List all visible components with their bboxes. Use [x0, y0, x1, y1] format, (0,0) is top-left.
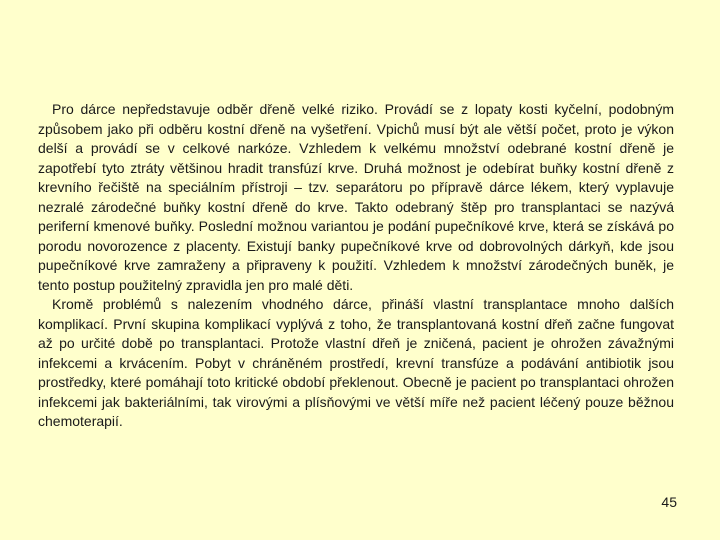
paragraph-donor-risk: Pro dárce nepředstavuje odběr dřeně velké riziko. Provádí se z lopaty kosti kyčelní, podobným způsobem jako při odběru kostní dřeně na vyšetření. Vpichů musí být ale větší počet, proto je výkon delší a provádí se v celkové narkóze. Vzhledem k velkému množství odebrané kostní dřeně je zapotřebí tyto ztráty většinou hradit transfúzí krve. Druhá možnost je odebírat buňky kostní dřeně z krevního řečiště na speciálním přístroji – tzv. separátoru po přípravě dárce lékem, který vyplavuje nezralé zárodečné buňky kostní dřeně do krve. Takto odebraný štěp pro transplantaci se nazývá periferní kmenové buňky. Poslední možnou variantou je podání pupečníkové krve, která se získává po porodu novorozence z placenty. Existují banky pupečníkové krve od dobrovolných dárkyň, kde jsou pupečníkové krve zamraženy a připraveny k použití. Vzhledem k množství zárodečných buněk, je tento postup použitelný zpravidla jen pro malé děti.	[38, 101, 674, 293]
page-number: 45	[661, 494, 677, 510]
paragraph-complications: Kromě problémů s nalezením vhodného dárce, přináší vlastní transplantace mnoho dalších komplikací. První skupina komplikací vyplývá z toho, že transplantovaná kostní dřeň začne fungovat až po určité době po transplantaci. Protože vlastní dřeň je zničená, pacient je ohrožen závažnými infekcemi a krvácením. Pobyt v chráněném prostředí, krevní transfúze a podávání antibiotik jsou prostředky, které pomáhají toto kritické období překlenout. Obecně je pacient po transplantaci ohrožen infekcemi jak bakteriálními, tak virovými a plísňovými ve větší míře než pacient léčený pouze běžnou chemoterapií.	[38, 296, 674, 429]
body-text	[38, 100, 674, 432]
